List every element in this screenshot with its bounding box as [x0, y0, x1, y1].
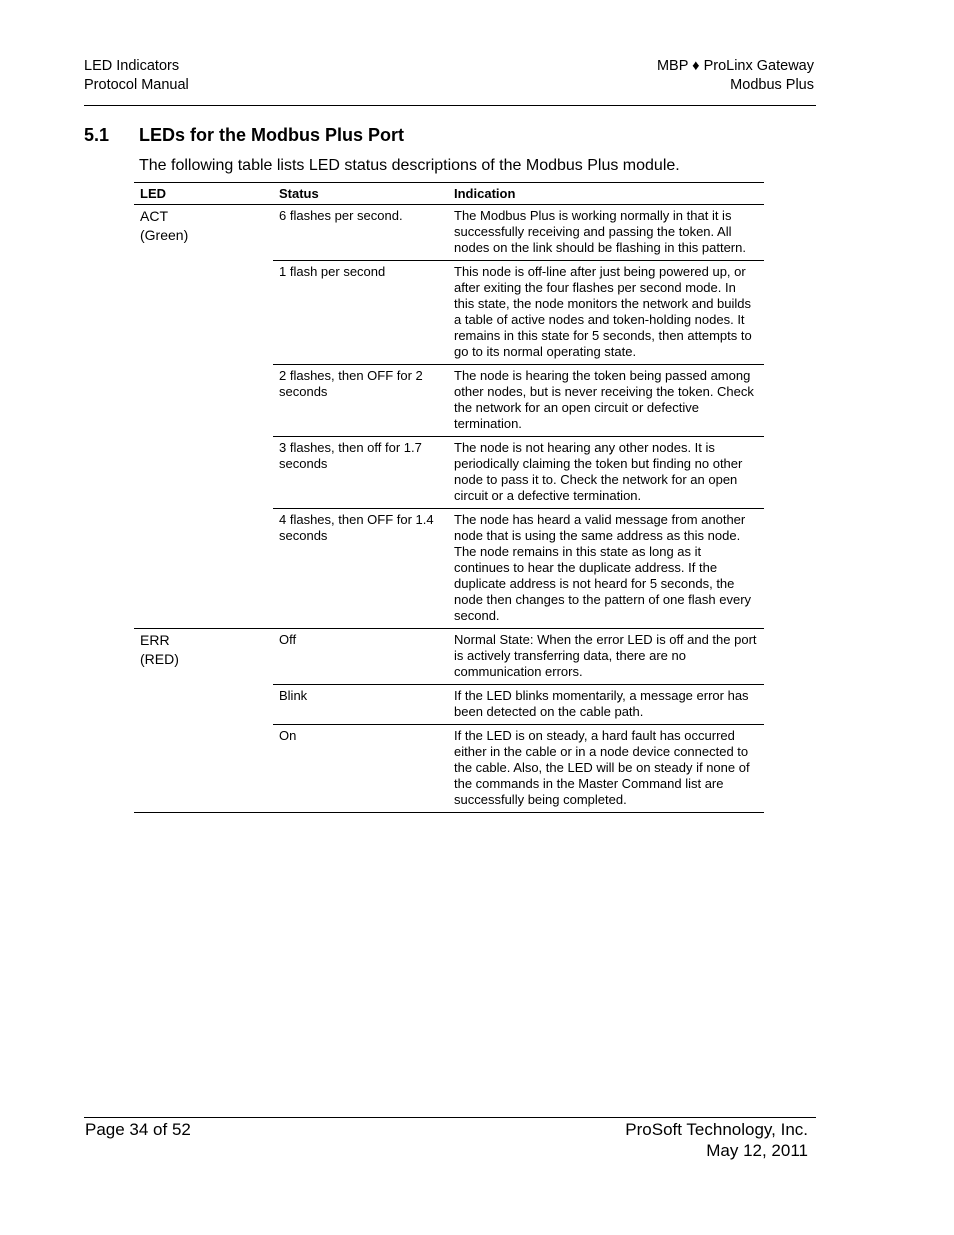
status-cell: 6 flashes per second. [273, 205, 448, 261]
page-number: Page 34 of 52 [85, 1120, 191, 1139]
status-cell: 1 flash per second [273, 261, 448, 365]
indication-cell: The node is not hearing any other nodes. It is periodically claiming the token but finding no other node to pass it to. Check the network for an open circuit or a defective termination. [448, 437, 764, 509]
section-title: LEDs for the Modbus Plus Port [139, 125, 405, 145]
status-cell: 4 flashes, then OFF for 1.4 seconds [273, 509, 448, 629]
led-cell [134, 629, 273, 813]
footer-divider [84, 1117, 816, 1118]
header-divider [84, 105, 816, 106]
footer-right [625, 1119, 808, 1161]
section-heading [84, 125, 404, 146]
header-product: MBP ♦ ProLinx Gateway [656, 58, 814, 74]
header-protocol: Modbus Plus [730, 77, 814, 93]
status-cell: 3 flashes, then off for 1.7 seconds [273, 437, 448, 509]
indication-cell: The node is hearing the token being passed among other nodes, but is never receiving the token. Check the network for an open circuit or defective termination. [448, 365, 764, 437]
footer-company: ProSoft Technology, Inc. [625, 1120, 808, 1139]
led-cell [134, 205, 273, 629]
section-number: 5.1 [84, 125, 110, 145]
table-header-row [134, 183, 764, 205]
header-right [657, 57, 814, 95]
status-cell: 2 flashes, then OFF for 2 seconds [273, 365, 448, 437]
led-color: (RED) [140, 651, 179, 667]
column-header-indication: Indication [448, 183, 764, 205]
indication-cell: If the LED is on steady, a hard fault has occurred either in the cable or in a node device connected to the cable. Also, the LED will be on steady if none of the commands in the Master Command list are successfully being completed. [448, 725, 764, 813]
indication-cell: Normal State: When the error LED is off and the port is actively transferring data, there are no communication errors. [448, 629, 764, 685]
section-intro: The following table lists LED status descriptions of the Modbus Plus module. [139, 157, 680, 174]
table-row [134, 205, 764, 261]
column-header-led: LED [134, 183, 273, 205]
column-header-status: Status [273, 183, 448, 205]
header-doc-section: LED Indicators [84, 58, 180, 74]
footer-date: May 12, 2011 [706, 1141, 808, 1160]
indication-cell: This node is off-line after just being powered up, or after exiting the four flashes per second mode. In this state, the node monitors the network and builds a table of active nodes and token-holding nodes. It remains in this state for 5 seconds, then attempts to go to its normal operating state. [448, 261, 764, 365]
status-cell: Blink [273, 685, 448, 725]
header-doc-type: Protocol Manual [84, 77, 189, 93]
table-row [134, 629, 764, 685]
header-left [84, 57, 189, 95]
indication-cell: The node has heard a valid message from another node that is using the same address as this node. The node remains in this state as long as it continues to hear the duplicate address. If the duplicate address is not heard for 5 seconds, the node then changes to the pattern of one flash every second. [448, 509, 764, 629]
status-cell: On [273, 725, 448, 813]
indication-cell: If the LED blinks momentarily, a message error has been detected on the cable path. [448, 685, 764, 725]
led-name: ERR [140, 632, 170, 648]
led-name: ACT [140, 208, 168, 224]
led-color: (Green) [140, 227, 189, 243]
led-table [134, 182, 764, 813]
indication-cell: The Modbus Plus is working normally in that it is successfully receiving and passing the token. All nodes on the link should be flashing in this pattern. [448, 205, 764, 261]
status-cell: Off [273, 629, 448, 685]
